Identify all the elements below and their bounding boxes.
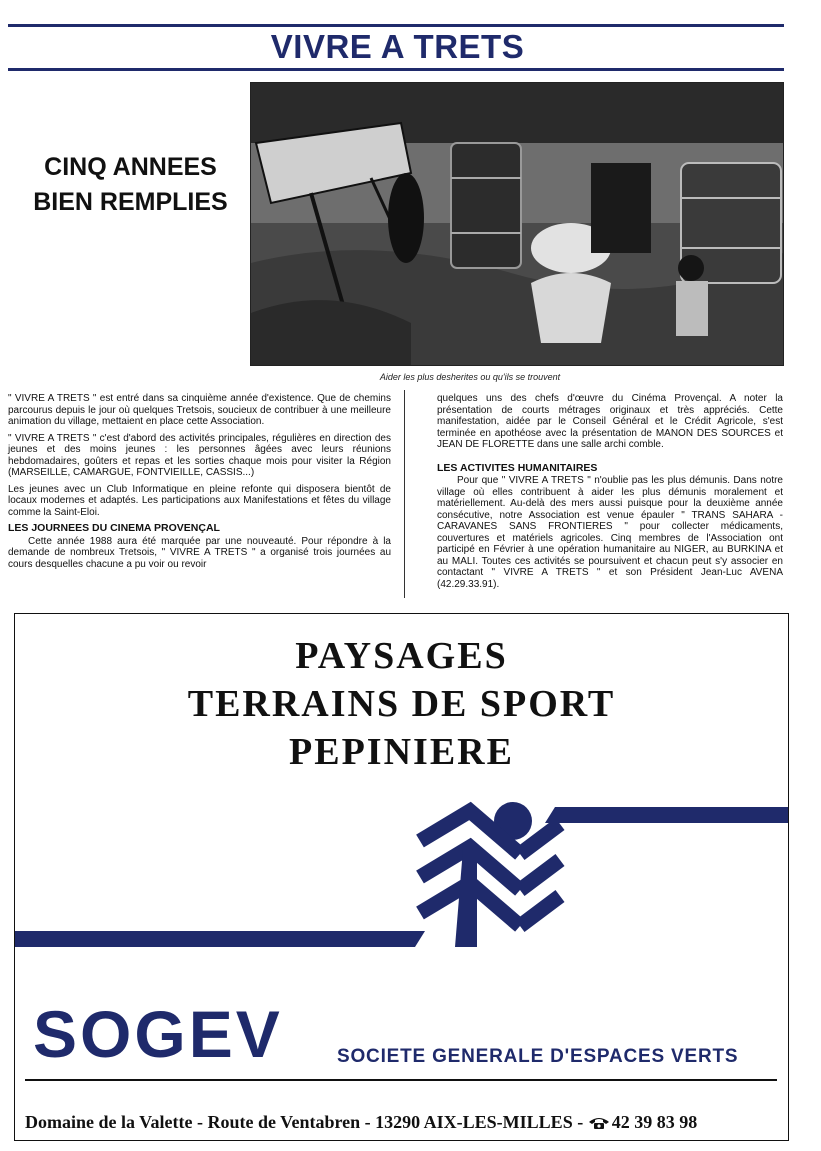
sogev-advertisement <box>14 613 789 1141</box>
paragraph: Les jeunes avec un Club Informatique en pleine refonte qui disposera bientôt de locaux modernes et adaptés. Les participations aux Manifestations et fêtes du village comme la Saint-Eloi. <box>8 483 391 518</box>
phone-number: 42 39 83 98 <box>611 1112 698 1132</box>
ad-divider <box>25 1079 777 1081</box>
article-column-right <box>437 393 783 595</box>
tree-person-logo-icon <box>15 799 788 959</box>
paragraph: Cette année 1988 aura été marquée par une nouveauté. Pour répondre à la demande de nombreux Tretsois, " VIVRE A TRETS " a organisé trois journées au cours desquelles chacune a pu voir ou revoir <box>8 535 391 570</box>
header-top-rule <box>8 24 784 27</box>
ad-line-terrains: TERRAINS DE SPORT <box>187 683 616 725</box>
paragraph: " VIVRE A TRETS " est entré dans sa cinquième année d'existence. Que de chemins parcourus depuis le jour où quelques Tretsois, soucieux de contribuer à une meilleure animation du village, mettaient en place cette Association. <box>8 393 391 427</box>
paragraph: " VIVRE A TRETS " c'est d'abord des activités principales, régulières en direction des jeunes et des moins jeunes : les personnes âgées avec leurs réunions hebdomadaires, goûters et repas et les sorties chaque mois pour visiter la Région (MARSEILLE, CAMARGUE, FONTVIEILLE, CASSIS...) <box>8 432 391 478</box>
page-title: VIVRE A TRETS <box>270 28 525 65</box>
article-photo <box>250 82 784 366</box>
paragraph: quelques uns des chefs d'œuvre du Cinéma Provençal. A noter la présentation de courts métrages originaux et très appréciés. Cette manifestation, aidée par le Conseil Général et le Crédit Agricole, s'est terminée en apothéose avec la présentation de MANON DES SOURCES et JEAN DE FLORETTE dans une salle archi comble. <box>437 393 783 450</box>
column-divider <box>404 390 405 598</box>
photo-caption: Aider les plus desherites ou qu'ils se trouvent <box>379 372 561 382</box>
headline-line-2: BIEN REMPLIES <box>33 188 228 216</box>
address-text: Domaine de la Valette - Route de Ventabren - 13290 AIX-LES-MILLES - <box>25 1112 588 1132</box>
header-bottom-rule <box>8 68 784 71</box>
article-headline <box>18 150 243 220</box>
paragraph: Pour que " VIVRE A TRETS " n'oublie pas les plus démunis. Dans notre village où elles contribuent à aider les plus démunis moralement et matériellement. Au-delà des mers aussi puisque pour la deuxième année consécutive, notre Association est venue épauler " TRANS SAHARA - CARAVANES SANS FRONTIERES " pour collecter médicaments, couvertures et matériels agricoles. Cinq membres de l'Association ont participé en Février à une opération humanitaire au NIGER, au BURKINA et au MALI. Toutes ces activités se poursuivent et chacun peut s'y associer en contactant " VIVRE A TRETS " et son Président Jean-Luc AVENA (42.29.33.91). <box>437 475 783 590</box>
ad-line-pepiniere: PEPINIERE <box>289 731 514 773</box>
section-heading-humanitarian: LES ACTIVITES HUMANITAIRES <box>437 461 598 474</box>
headline-line-1: CINQ ANNEES <box>44 153 217 181</box>
brand-name: SOGEV <box>33 997 283 1071</box>
photo-illustration <box>251 83 783 365</box>
ad-line-paysages: PAYSAGES <box>295 635 508 677</box>
telephone-icon <box>588 1114 610 1135</box>
brand-full-name: SOCIETE GENERALE D'ESPACES VERTS <box>337 1046 739 1067</box>
section-heading-cinema: LES JOURNEES DU CINEMA PROVENÇAL <box>8 522 220 534</box>
ad-address <box>25 1112 785 1135</box>
article-column-left <box>8 393 391 575</box>
